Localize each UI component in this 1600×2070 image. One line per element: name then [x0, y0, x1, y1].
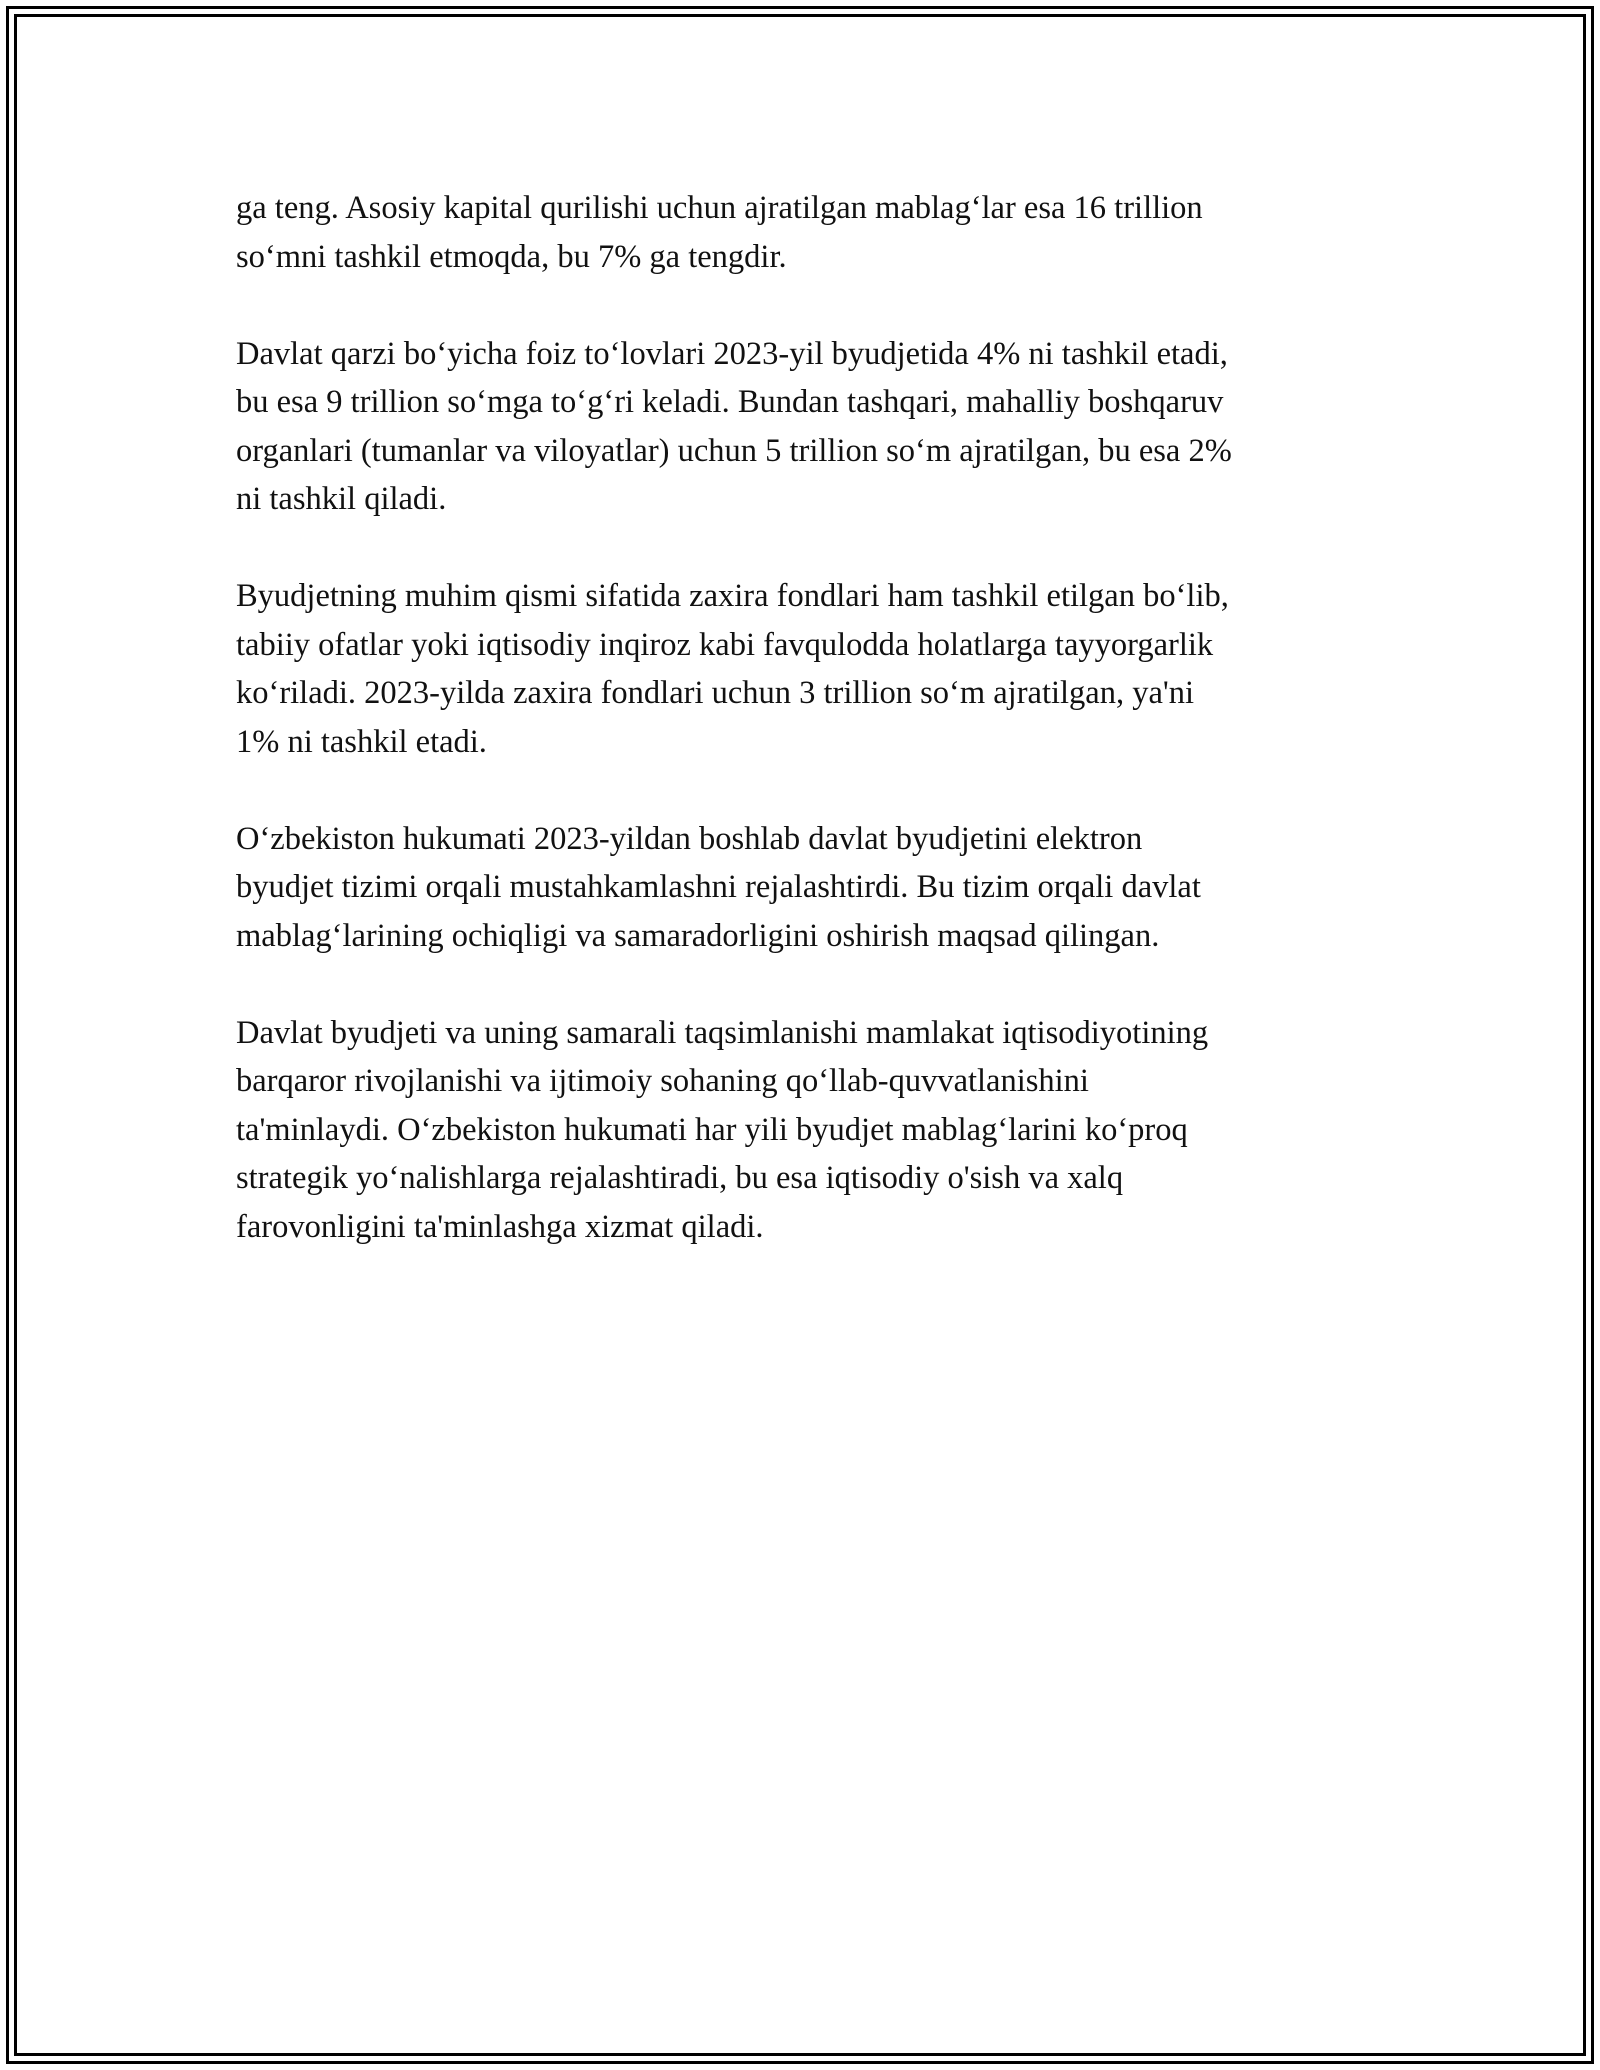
paragraph-debt-interest: Davlat qarzi bo‘yicha foiz to‘lovlari 2023-yil byudjetida 4% ni tashkil etadi, bu esa 9 trillion so‘mga to‘g‘ri keladi. Bundan tashqari, mahalliy boshqaruv organlari (tumanlar va viloyatlar) uchun 5 trillion so‘m ajratilgan, bu esa 2% ni tashkil qiladi.: [236, 335, 1232, 517]
paragraph-conclusion: Davlat byudjeti va uning samarali taqsimlanishi mamlakat iqtisodiyotining barqaror rivojlanishi va ijtimoiy sohaning qo‘llab-quvvatlanishini ta'minlaydi. O‘zbekiston hukumati har yili byudjet mablag‘larini ko‘proq strategik yo‘nalishlarga rejalashtiradi, bu esa iqtisodiy o'sish va xalq farovonligini ta'minlashga xizmat qiladi.: [236, 1014, 1209, 1245]
paragraph-reserve-funds: Byudjetning muhim qismi sifatida zaxira fondlari ham tashkil etilgan bo‘lib, tabiiy ofatlar yoki iqtisodiy inqiroz kabi favqulodda holatlarga tayyorgarlik ko‘riladi. 2023-yilda zaxira fondlari uchun 3 trillion so‘m ajratilgan, ya'ni 1% ni tashkil etadi.: [236, 578, 1229, 760]
paragraph-electronic-budget: O‘zbekiston hukumati 2023-yildan boshlab davlat byudjetini elektron byudjet tizimi orqali mustahkamlashni rejalashtirdi. Bu tizim orqali davlat mablag‘larining ochiqligi va samaradorligini oshirish maqsad qilingan.: [236, 820, 1201, 954]
paragraph-capital-construction: ga teng. Asosiy kapital qurilishi uchun ajratilgan mablag‘lar esa 16 trillion so‘mni tashkil etmoqda, bu 7% ga tengdir.: [236, 190, 1203, 275]
document-body: [236, 184, 1376, 1300]
